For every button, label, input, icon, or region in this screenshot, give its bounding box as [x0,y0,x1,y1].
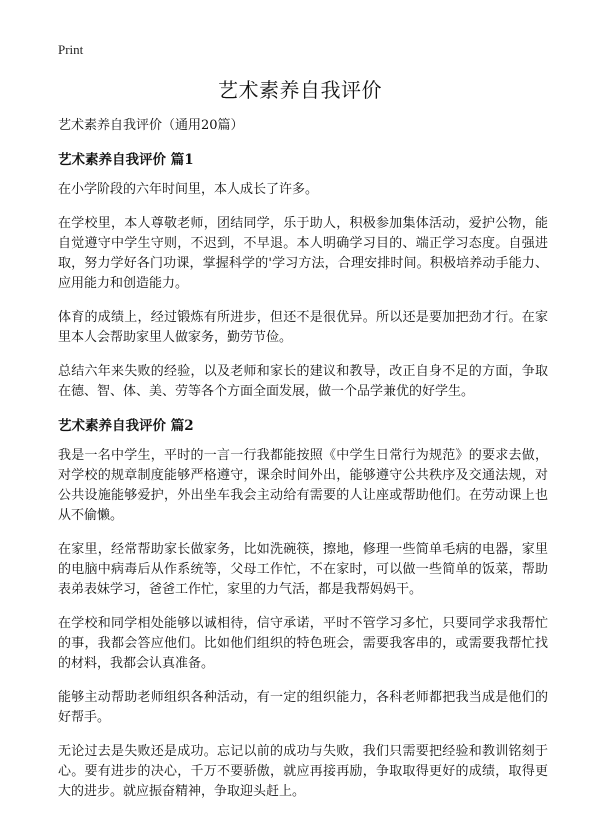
section-heading: 艺术素养自我评价 篇2 [58,418,194,434]
paragraph: 我是一名中学生，平时的一言一行我都能按照《中学生日常行为规范》的要求去做，对学校的规章制度能够严格遵守，课余时间外出，能够遵守公共秩序及交通法规，对公共设施能够爱护，外出坐车我会主动给有需要的人让座或帮助他们。在劳动课上也从不偷懒。 [58,448,548,523]
paragraph: 在学校里，本人尊敬老师，团结同学，乐于助人，积极参加集体活动，爱护公物，能自觉遵守中学生守则，不迟到，不早退。本人明确学习目的、端正学习态度。自强进取，努力学好各门功课，掌握科学的'学习方法，合理安排时间。积极培养动手能力、应用能力和创造能力。 [58,216,548,291]
paragraph: 在小学阶段的六年时间里，本人成长了许多。 [58,182,319,197]
paragraph: 体育的成绩上，经过锻炼有所进步，但还不是很优异。所以还是要加把劲才行。在家里本人会帮助家里人做家务，勤劳节俭。 [58,310,548,345]
section-heading: 艺术素养自我评价 篇1 [58,152,194,168]
section-1 [58,150,548,402]
section-2 [58,416,548,802]
paragraph: 在学校和同学相处能够以诚相待，信守承诺，平时不管学习多忙，只要同学求我帮忙的事，我都会答应他们。比如他们组织的特色班会，需要我客串的，或需要我帮忙找的材料，我都会认真准备。 [58,616,548,671]
paragraph: 总结六年来失败的经验，以及老师和家长的建议和教导，改正自身不足的方面，争取在德、智、体、美、劳等各个方面全面发展，做一个品学兼优的好学生。 [58,364,548,399]
print-link[interactable]: Print [58,42,84,57]
paragraph: 无论过去是失败还是成功。忘记以前的成功与失败，我们只需要把经验和教训铭刻于心。要有进步的决心，千万不要骄傲，就应再接再励，争取取得更好的成绩，取得更大的进步。就应振奋精神，争取迎头赶上。 [58,744,548,799]
document-subtitle: 艺术素养自我评价（通用20篇） [58,118,244,133]
document-content [58,116,548,816]
document-title: 艺术素养自我评价 [218,78,382,102]
paragraph: 能够主动帮助老师组织各种活动，有一定的组织能力，各科老师都把我当成是他们的好帮手。 [58,690,548,725]
paragraph: 在家里，经常帮助家长做家务，比如洗碗筷，擦地，修理一些简单毛病的电器，家里的电脑中病毒后从作系统等，父母工作忙，不在家时，可以做一些简单的饭菜，帮助表弟表妹学习，爸爸工作忙，家里的力气活，都是我帮妈妈干。 [58,542,548,597]
